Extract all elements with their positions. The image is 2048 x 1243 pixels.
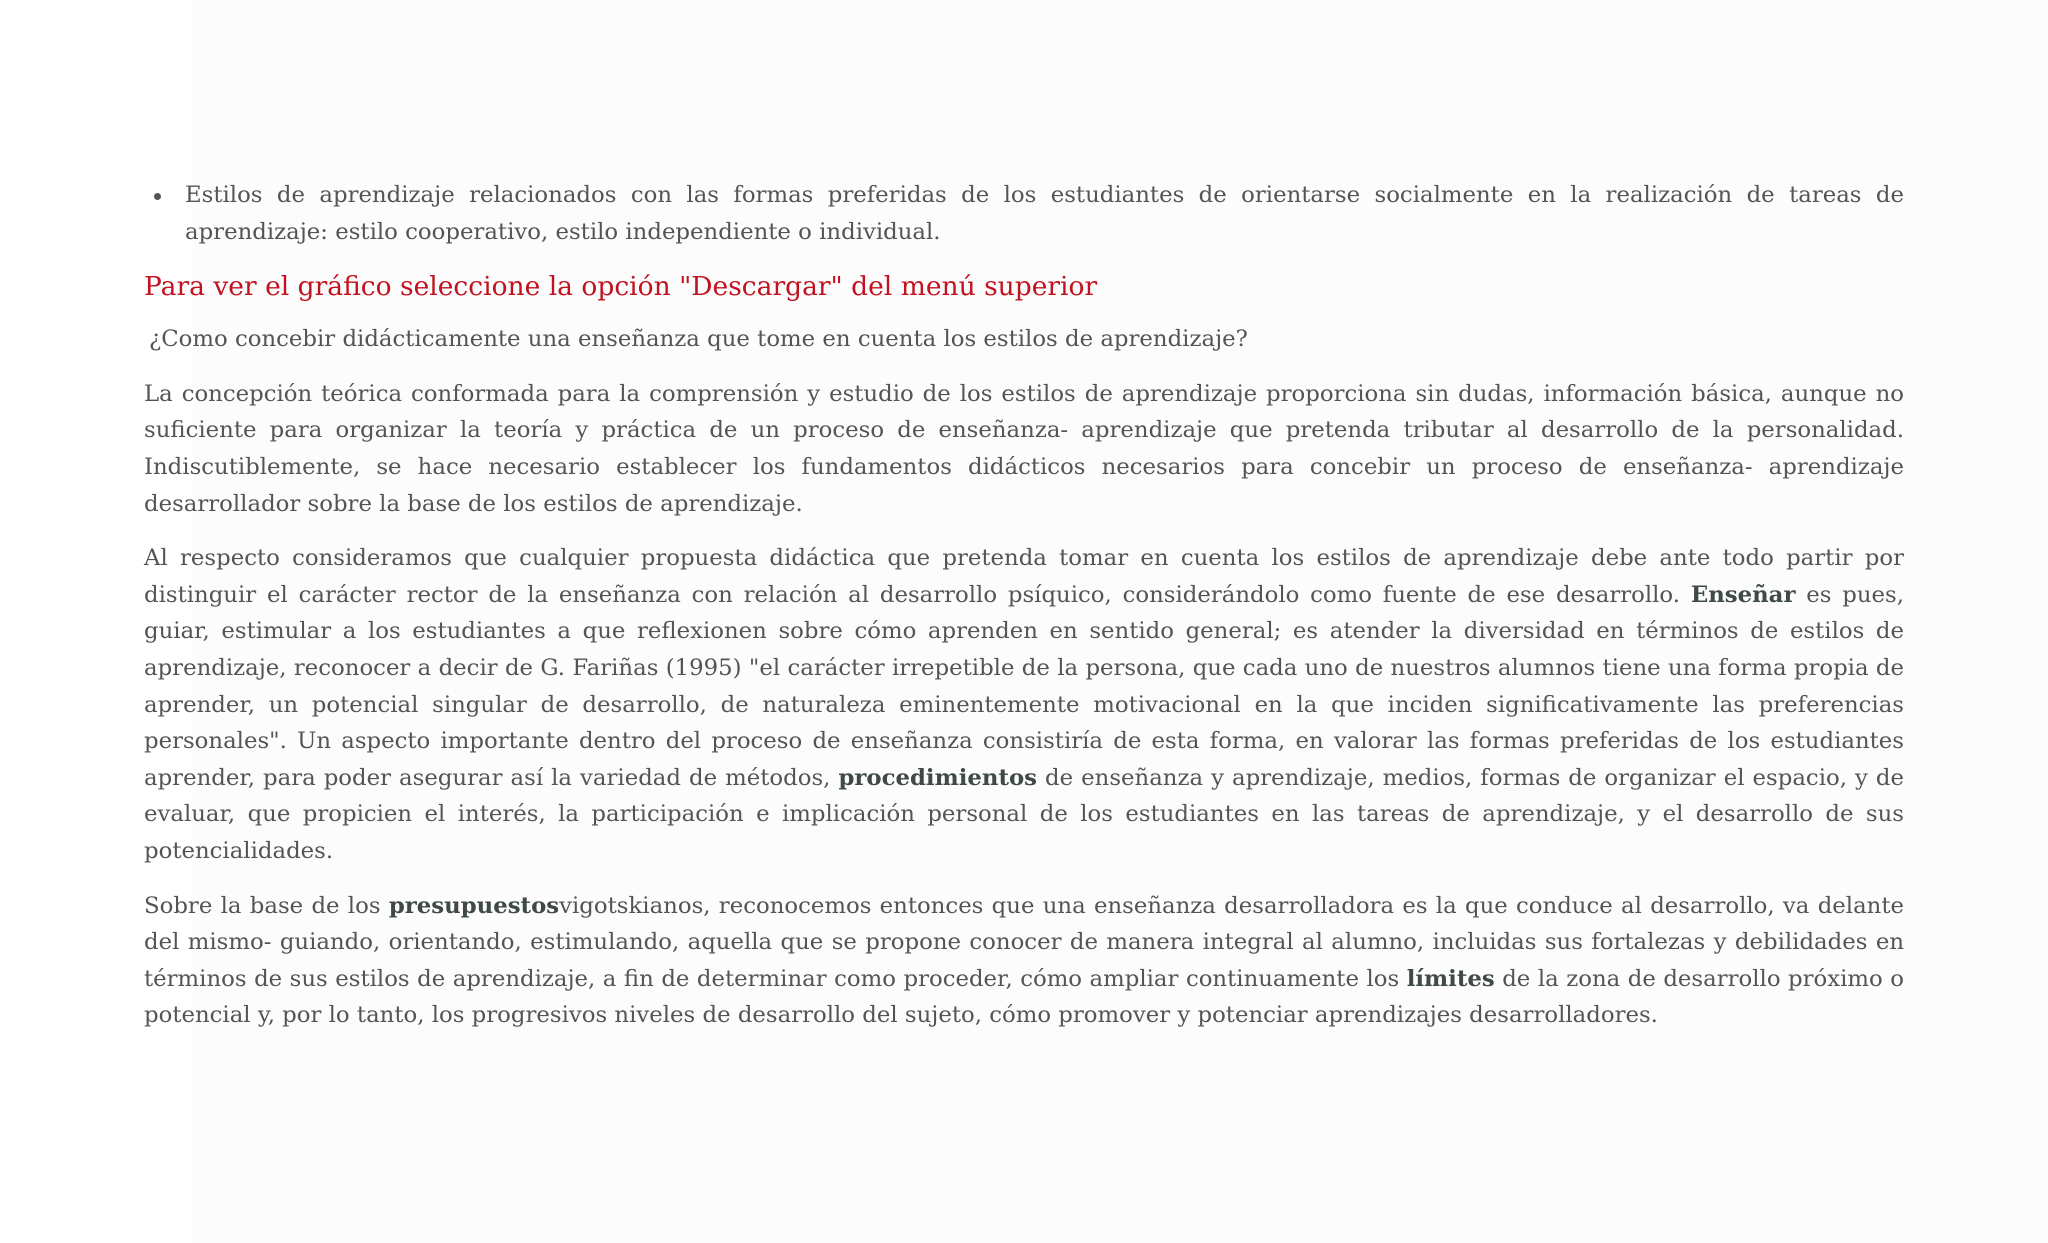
bullet-icon <box>154 193 161 200</box>
keyword-procedimientos: procedimientos <box>838 764 1038 791</box>
paragraph-3-part-3: de la zona de desarrollo próximo o potencial y, por lo tanto, los progresivos niveles de desarrollo del sujeto, cómo promover y potenciar aprendizajes desarrolladores. <box>144 965 1904 1029</box>
list-item <box>185 177 1904 250</box>
paragraph-3-part-1: Sobre la base de los <box>144 892 389 919</box>
paragraph-3-part-2: vigotskianos, reconocemos entonces que una enseñanza desarrolladora es la que conduce al desarrollo, va delante del mismo- guiando, orientando, estimulando, aquella que se propone conocer de manera integral al alumno, incluidas sus fortalezas y debilidades en términos de sus estilos de aprendizaje, a fin de determinar como proceder, cómo ampliar continuamente los <box>144 892 1904 992</box>
keyword-limites: límites <box>1406 965 1495 992</box>
paragraph-3 <box>144 888 1904 1034</box>
bullet-list <box>144 177 1904 250</box>
keyword-presupuestos: presupuestos <box>388 892 560 919</box>
keyword-ensenar: Enseñar <box>1690 581 1796 608</box>
document-content <box>144 177 1904 1034</box>
question-text: ¿Como concebir didácticamente una enseñanza que tome en cuenta los estilos de aprendizaje? <box>149 326 1248 353</box>
paragraph-1: La concepción teórica conformada para la comprensión y estudio de los estilos de aprendizaje proporciona sin dudas, información básica, aunque no suficiente para organizar la teoría y práctica de un proceso de enseñanza- aprendizaje que pretenda tributar al desarrollo de la personalidad. Indiscutiblemente, se hace necesario establecer los fundamentos didácticos necesarios para concebir un proceso de enseñanza- aprendizaje desarrollador sobre la base de los estilos de aprendizaje. <box>144 380 1904 517</box>
paragraph-2-part-3: de enseñanza y aprendizaje, medios, formas de organizar el espacio, y de evaluar, que propicien el interés, la participación e implicación personal de los estudiantes en las tareas de aprendizaje, y el desarrollo de sus potencialidades. <box>144 764 1904 864</box>
list-item-text: Estilos de aprendizaje relacionados con las formas preferidas de los estudiantes de orientarse socialmente en la realización de tareas de aprendizaje: estilo cooperativo, estilo independiente o individual. <box>185 182 1904 245</box>
paragraph-2-part-2: es pues, guiar, estimular a los estudiantes a que reflexionen sobre cómo aprenden en sentido general; es atender la diversidad en términos de estilos de aprendizaje, reconocer a decir de G. Fariñas (1995) "el carácter irrepetible de la persona, que cada uno de nuestros alumnos tiene una forma propia de aprender, un potencial singular de desarrollo, de naturaleza eminentemente motivacional en la que inciden significativamente las preferencias personales". Un aspecto importante dentro del proceso de enseñanza consistiría de esta forma, en valorar las formas preferidas de los estudiantes aprender, para poder asegurar así la variedad de métodos, <box>144 581 1904 791</box>
download-notice: Para ver el gráfico seleccione la opción "Descargar" del menú superior <box>144 271 1098 303</box>
paragraph-2 <box>144 540 1904 869</box>
paragraph-2-part-1: Al respecto consideramos que cualquier propuesta didáctica que pretenda tomar en cuenta los estilos de aprendizaje debe ante todo partir por distinguir el carácter rector de la enseñanza con relación al desarrollo psíquico, considerándolo como fuente de ese desarrollo. <box>144 545 1904 608</box>
